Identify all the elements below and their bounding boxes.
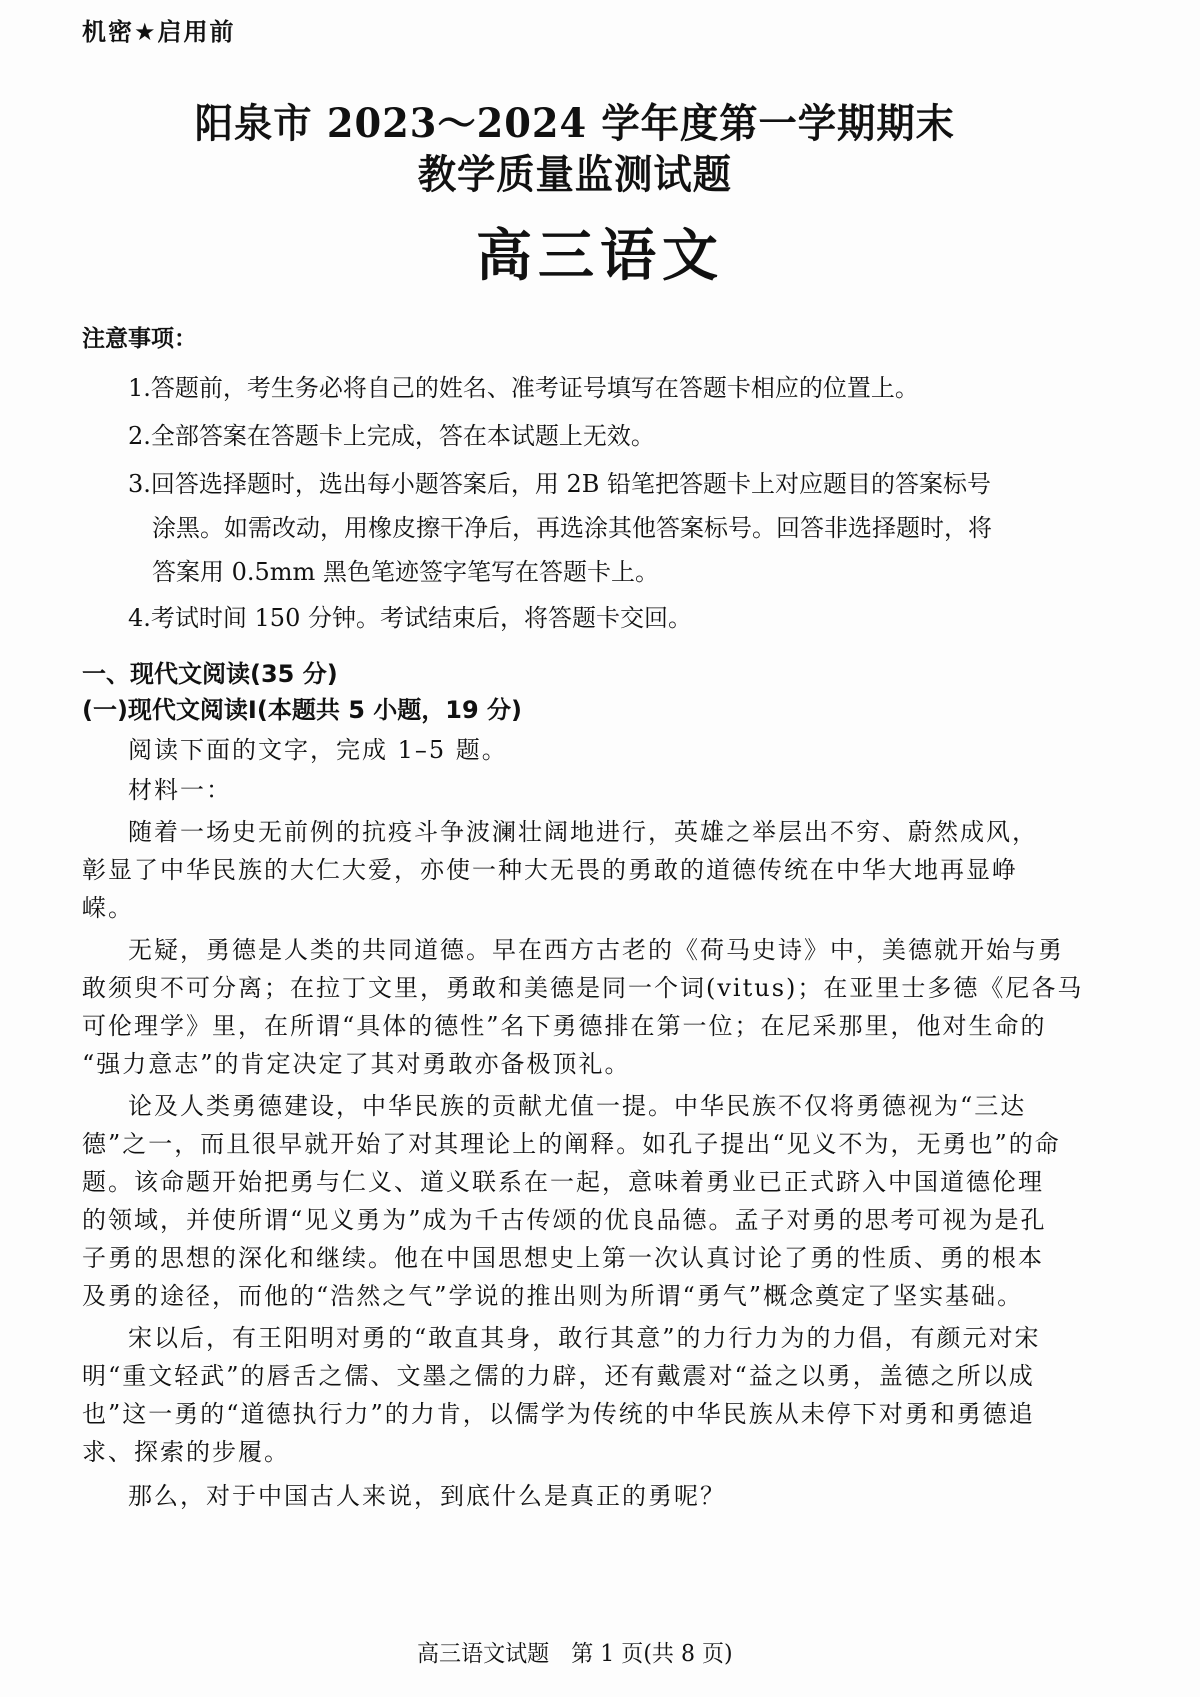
passage-line: 无疑，勇德是人类的共同道德。早在西方古老的《荷马史诗》中，美德就开始与勇 [128, 936, 1064, 964]
passage-line: 明“重文轻武”的唇舌之儒、文墨之儒的力辟，还有戴震对“益之以勇，盖德之所以成 [82, 1362, 1035, 1390]
section-instruction: 阅读下面的文字，完成 1–5 题。 [128, 736, 508, 764]
exam-title-line1: 阳泉市 2023～2024 学年度第一学期期末 [194, 100, 955, 147]
section-title: 一、现代文阅读(35 分) [82, 660, 338, 688]
passage-line: 宋以后，有王阳明对勇的“敢直其身，敢行其意”的力行力为的力倡，有颜元对宋 [128, 1324, 1041, 1352]
passage-line: 德”之一，而且很早就开始了对其理论上的阐释。如孔子提出“见义不为，无勇也”的命 [82, 1130, 1061, 1158]
subject-title: 高三语文 [476, 224, 724, 289]
passage-line: 子勇的思想的深化和继续。他在中国思想史上第一次认真讨论了勇的性质、勇的根本 [82, 1244, 1044, 1272]
passage-line: 彰显了中华民族的大仁大爱，亦使一种大无畏的勇敢的道德传统在中华大地再显峥 [82, 856, 1018, 884]
passage-line: 那么，对于中国古人来说，到底什么是真正的勇呢？ [128, 1482, 726, 1510]
notes-heading: 注意事项： [82, 326, 197, 352]
note-line: 1.答题前，考生务必将自己的姓名、准考证号填写在答题卡相应的位置上。 [128, 374, 919, 402]
confidential-mark: 机密★启用前 [82, 18, 236, 46]
page-footer: 高三语文试题 第 1 页(共 8 页) [416, 1641, 733, 1667]
passage-line: 的领域，并使所谓“见义勇为”成为千古传颂的优良品德。孟子对勇的思考可视为是孔 [82, 1206, 1047, 1234]
section-subtitle: (一)现代文阅读Ⅰ(本题共 5 小题，19 分) [82, 696, 522, 724]
passage-line: “强力意志”的肯定决定了其对勇敢亦备极顶礼。 [82, 1050, 631, 1078]
passage-line: 可伦理学》里，在所谓“具体的德性”名下勇德排在第一位；在尼采那里，他对生命的 [82, 1012, 1047, 1040]
passage-line: 及勇的途径，而他的“浩然之气”学说的推出则为所谓“勇气”概念奠定了坚实基础。 [82, 1282, 1024, 1310]
note-line: 3.回答选择题时，选出每小题答案后，用 2B 铅笔把答题卡上对应题目的答案标号 [128, 470, 992, 498]
passage-line: 敢须臾不可分离；在拉丁文里，勇敢和美德是同一个词(vitus)；在亚里士多德《尼各马 [82, 974, 1084, 1002]
passage-line: 论及人类勇德建设，中华民族的贡献尤值一提。中华民族不仅将勇德视为“三达 [128, 1092, 1027, 1120]
passage-line: 求、探索的步履。 [82, 1438, 290, 1466]
passage-line: 题。该命题开始把勇与仁义、道义联系在一起，意味着勇业已正式跻入中国道德伦理 [82, 1168, 1044, 1196]
note-line: 2.全部答案在答题卡上完成，答在本试题上无效。 [128, 422, 655, 450]
note-line: 涂黑。如需改动，用橡皮擦干净后，再选涂其他答案标号。回答非选择题时，将 [152, 514, 992, 542]
note-line: 答案用 0.5mm 黑色笔迹签字笔写在答题卡上。 [152, 558, 659, 586]
passage-line: 也”这一勇的“道德执行力”的力肯，以儒学为传统的中华民族从未停下对勇和勇德追 [82, 1400, 1035, 1428]
passage-line: 随着一场史无前例的抗疫斗争波澜壮阔地进行，英雄之举层出不穷、蔚然成风， [128, 818, 1038, 846]
material-label: 材料一： [128, 776, 232, 804]
note-line: 4.考试时间 150 分钟。考试结束后，将答题卡交回。 [128, 604, 692, 632]
exam-title-line2: 教学质量监测试题 [417, 151, 732, 198]
passage-line: 嵘。 [82, 894, 134, 922]
